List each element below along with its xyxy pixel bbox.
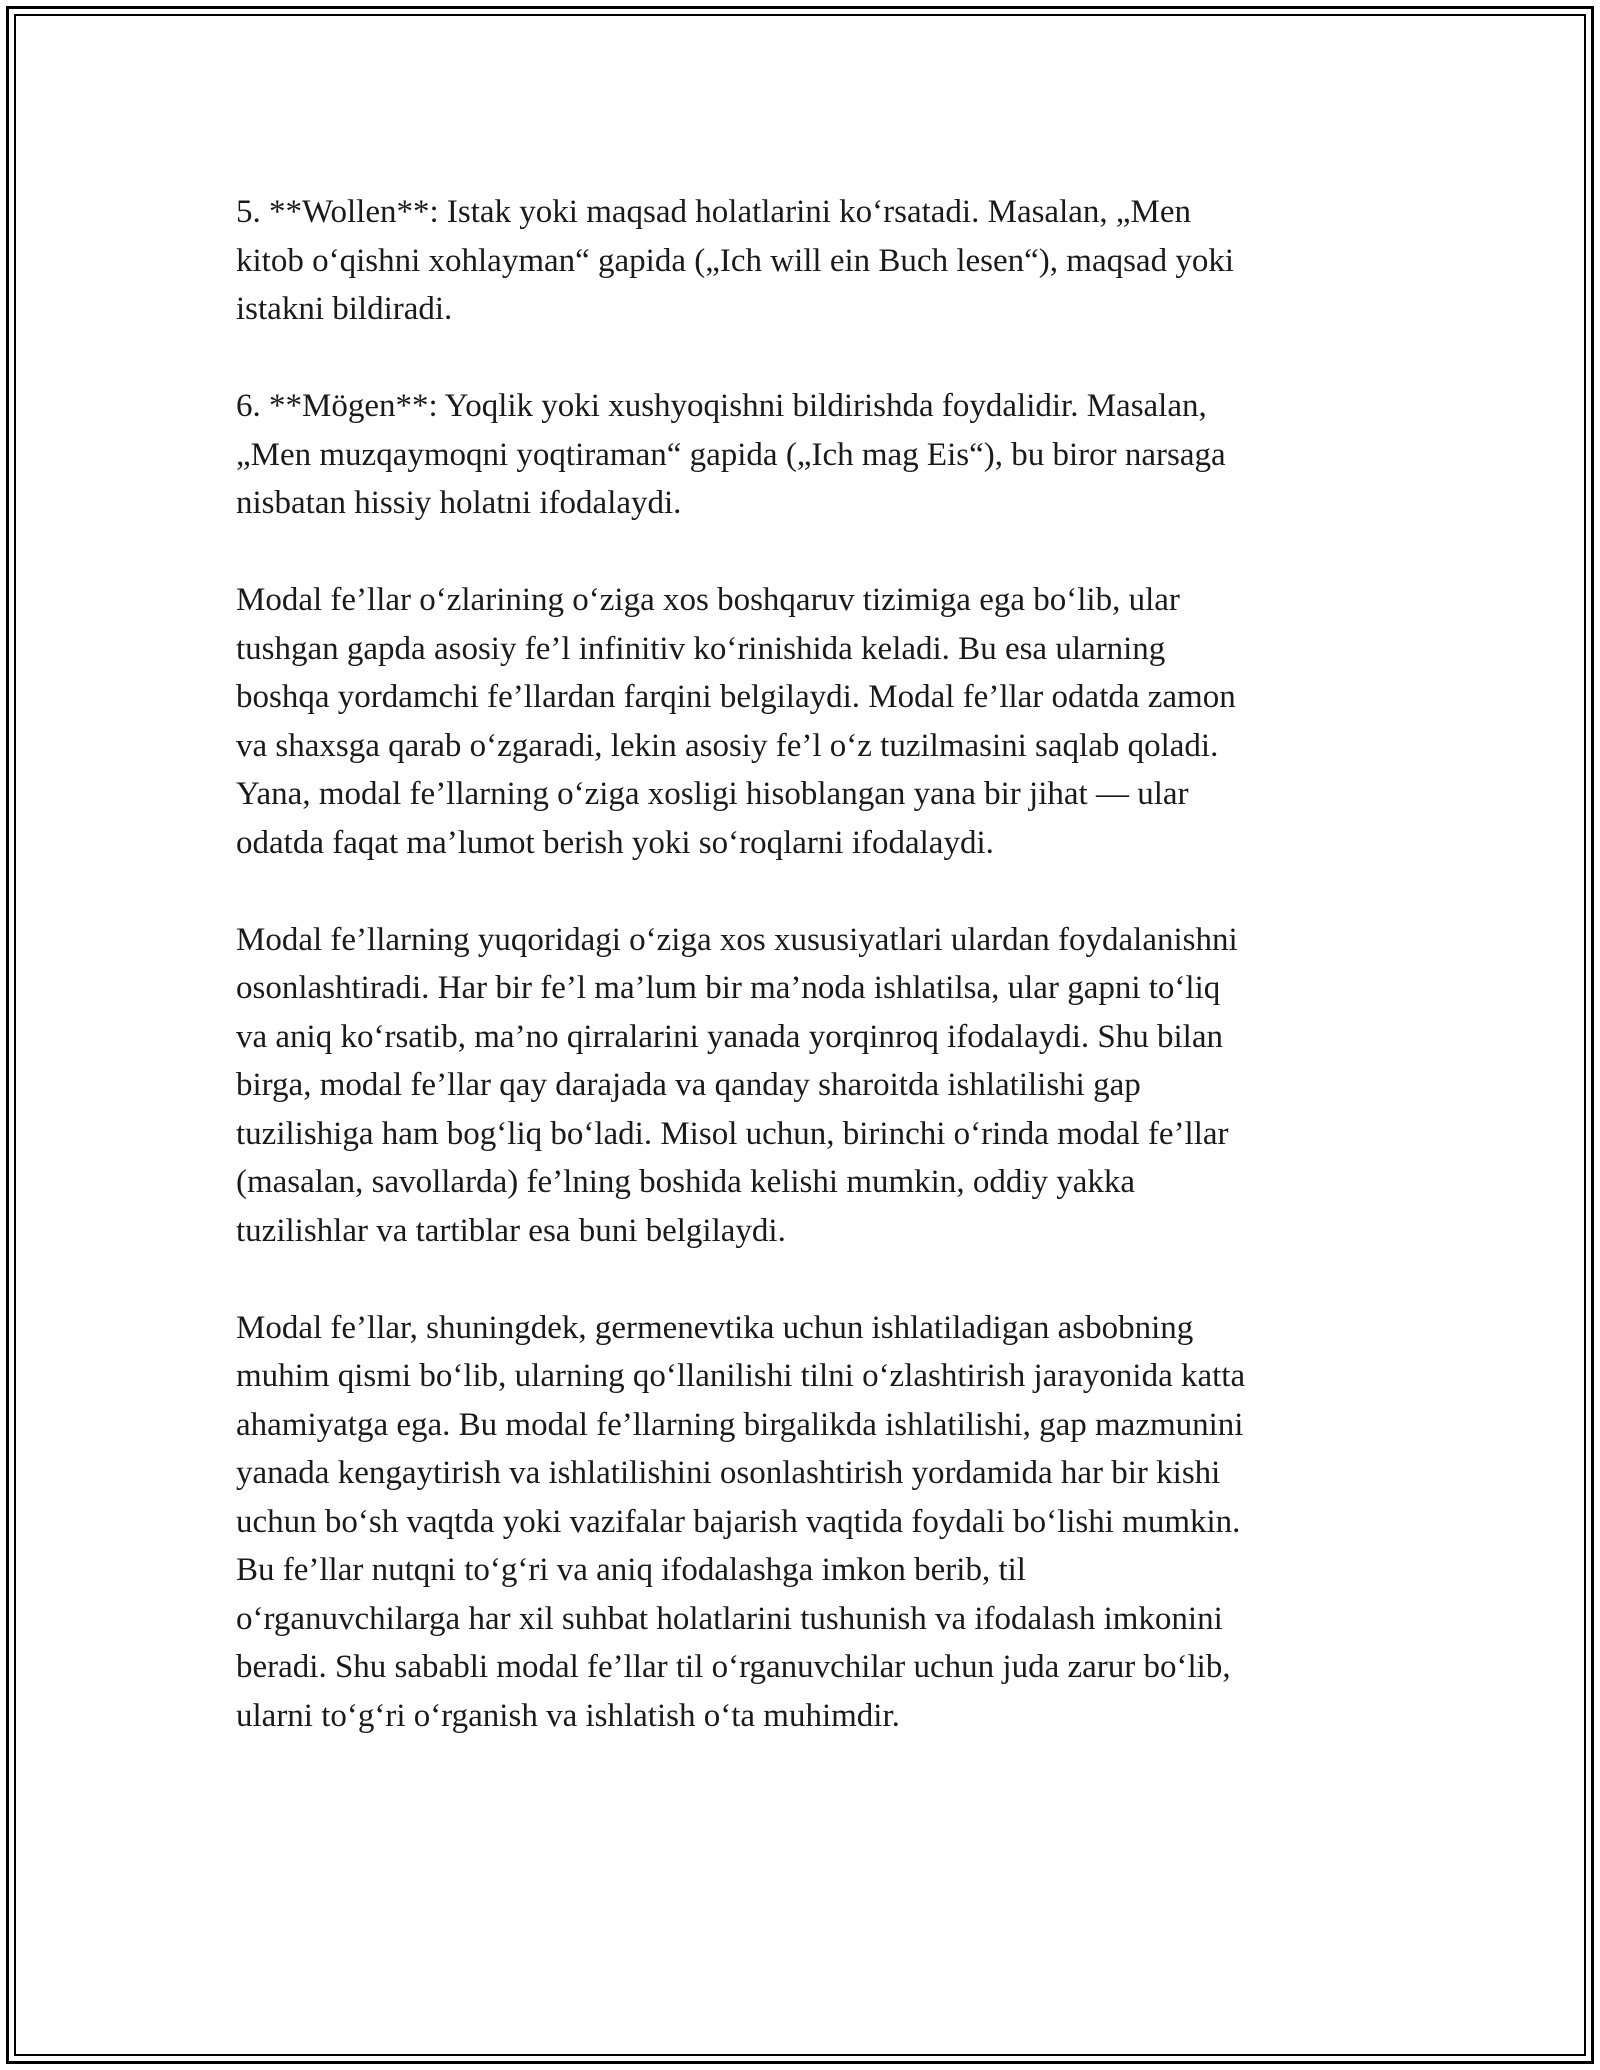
paragraph-wollen: 5. **Wollen**: Istak yoki maqsad holatlarini koʻrsatadi. Masalan, „Men kitob oʻqishni xohlayman“ gapida („Ich will ein Buch lesen“), maqsad yoki istakni bildiradi. [236,194,1234,327]
paragraph-mogen: 6. **Mögen**: Yoqlik yoki xushyoqishni bildirishda foydalidir. Masalan, „Men muzqaymoqni yoqtiraman“ gapida („Ich mag Eis“), bu biror narsaga nisbatan hissiy holatni ifodalaydi. [236,388,1226,521]
paragraph-modal-features: Modal fe’llarning yuqoridagi oʻziga xos xususiyatlari ulardan foydalanishni osonlashtiradi. Har bir fe’l ma’lum bir ma’noda ishlatilsa, ular gapni toʻliq va aniq koʻrsatib, ma’no qirralarini yanada yorqinroq ifodalaydi. Shu bilan birga, modal fe’llar qay darajada va qanday sharoitda ishlatilishi gap tuzilishiga ham bogʻliq boʻladi. Misol uchun, birinchi oʻrinda modal fe’llar (masalan, savollarda) fe’lning boshida kelishi mumkin, oddiy yakka tuzilishlar va tartiblar esa buni belgilaydi. [236,921,1238,1249]
paragraph-modal-importance: Modal fe’llar, shuningdek, germenevtika uchun ishlatiladigan asbobning muhim qismi boʻlib, ularning qoʻllanilishi tilni oʻzlashtirish jarayonida katta ahamiyatga ega. Bu modal fe’llarning birgalikda ishlatilishi, gap mazmunini yanada kengaytirish va ishlatilishini osonlashtirish yordamida har bir kishi uchun boʻsh vaqtda yoki vazifalar bajarish vaqtida foydali boʻlishi mumkin. Bu fe’llar nutqni toʻgʻri va aniq ifodalashga imkon berib, til oʻrganuvchilarga har xil suhbat holatlarini tushunish va ifodalash imkonini beradi. Shu sababli modal fe’llar til oʻrganuvchilar uchun juda zarur boʻlib, ularni toʻgʻri oʻrganish va ishlatish oʻta muhimdir. [236,1309,1246,1734]
document-body [236,188,1366,1789]
paragraph-modal-control-system: Modal fe’llar oʻzlarining oʻziga xos boshqaruv tizimiga ega boʻlib, ular tushgan gapda asosiy fe’l infinitiv koʻrinishida keladi. Bu esa ularning boshqa yordamchi fe’llardan farqini belgilaydi. Modal fe’llar odatda zamon va shaxsga qarab oʻzgaradi, lekin asosiy fe’l oʻz tuzilmasini saqlab qoladi. Yana, modal fe’llarning oʻziga xosligi hisoblangan yana bir jihat — ular odatda faqat ma’lumot berish yoki soʻroqlarni ifodalaydi. [236,582,1236,861]
